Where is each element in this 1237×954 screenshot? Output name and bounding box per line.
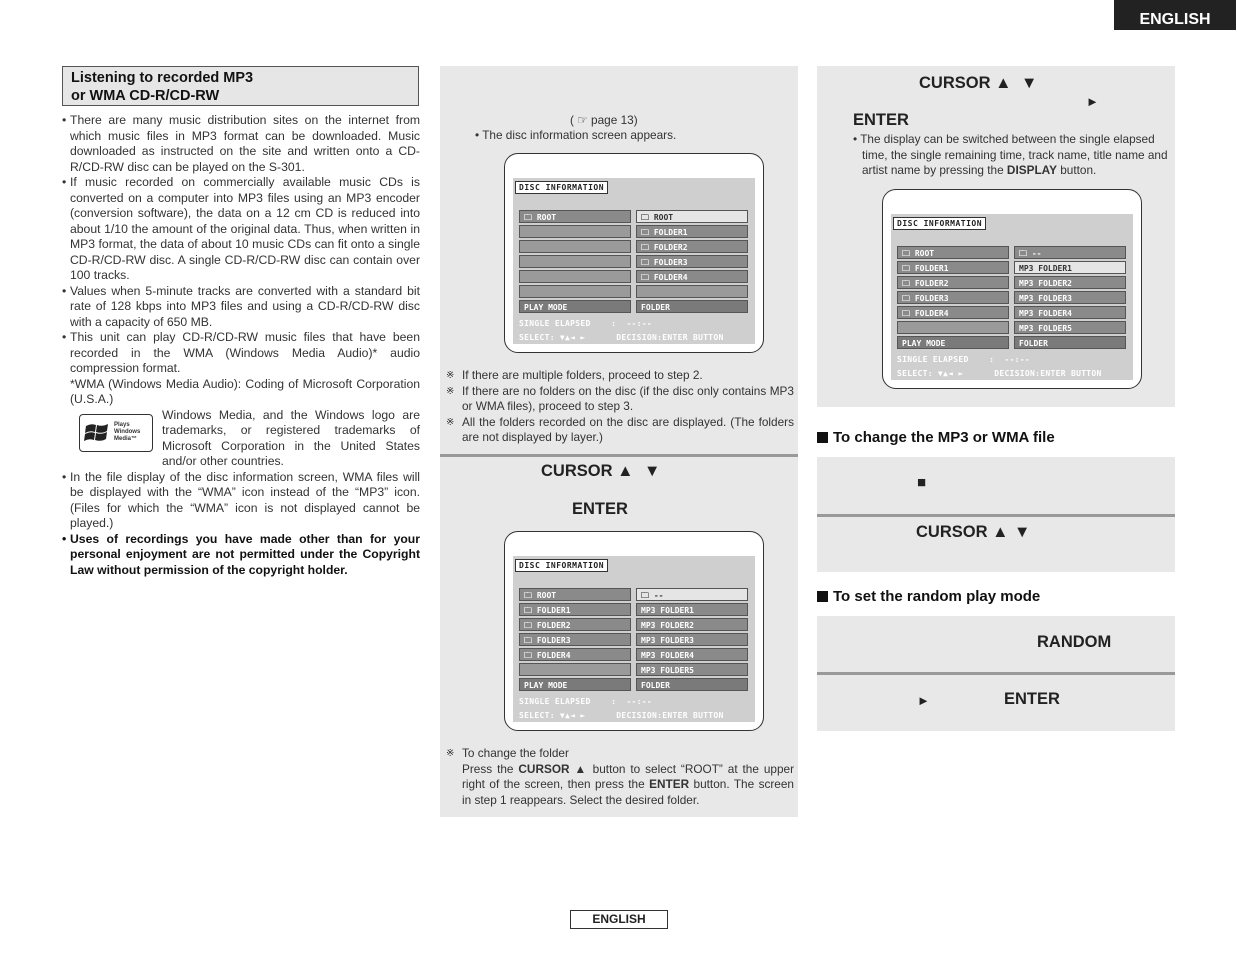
display-note [853,132,1171,179]
bullet-3: • Values when 5-minute tracks are converted with a standard bit rate of 128 kbps into MP3 files and using a CD-R/CD-RW disc with a capacity of 650 MB. [62,284,420,331]
note-mark: ※ [446,370,455,381]
screen-cell [519,255,631,268]
change-folder-text: button. The screen in step 1 reappears. Select the desired folder. [462,777,794,807]
random-label: RANDOM [1037,633,1112,651]
screen-cell: MP3 FOLDER2 [1014,276,1126,289]
change-folder-cursor: CURSOR ▲ [518,761,588,776]
section-title-line1: Listening to recorded MP3 [71,70,254,86]
square-bullet-icon [817,432,828,443]
screen-cell: MP3 FOLDER1 [1014,261,1126,274]
screen-cell [519,240,631,253]
disc-info-screen-1 [504,153,764,353]
enter-label: ENTER [1004,690,1060,708]
section-title [62,66,419,106]
note-mark: ※ [446,385,455,397]
screen-cell: 🗀 FOLDER3 [636,255,748,268]
play-icon: ► [917,693,930,708]
select-line: SELECT: ▼▲◄ ► DECISION:ENTER BUTTON [519,333,724,342]
section-title-line2: or WMA CD-R/CD-RW [71,88,220,104]
screen-cell: 🗀 FOLDER4 [636,270,748,283]
enter-label: ENTER [853,111,909,129]
screen-title: DISC INFORMATION [515,559,608,572]
logo-caption [114,422,140,443]
play-mode-label: PLAY MODE [519,300,631,313]
change-folder-note [446,746,794,808]
change-folder-text: Press the [462,761,519,776]
screen-cell: 🗀 FOLDER3 [897,291,1009,304]
random-step2 [817,675,1175,731]
note-1: If there are multiple folders, proceed to step 2. [462,368,703,382]
screen-cell [519,270,631,283]
logo-caption-2: Windows [114,429,141,435]
play-mode-value: FOLDER [1014,336,1126,349]
select-line: SELECT: ▼▲◄ ► DECISION:ENTER BUTTON [897,369,1102,378]
screen-cell: MP3 FOLDER4 [636,648,748,661]
note-mark: ※ [446,748,455,759]
screen-cell: MP3 FOLDER3 [1014,291,1126,304]
disc-info-screen-3 [882,189,1142,389]
screen-cell: 🗀 -- [636,588,748,601]
play-mode-label: PLAY MODE [897,336,1009,349]
screen-cell: MP3 FOLDER2 [636,618,748,631]
screen-cell: 🗀 ROOT [519,210,631,223]
display-word: DISPLAY [1006,163,1057,177]
random-title [817,588,1040,605]
screen-cell: 🗀 ROOT [636,210,748,223]
intro-text [62,113,420,578]
screen-cell [636,285,748,298]
bullet-1: • There are many music distribution sites on the internet from which music files in MP3 format can be downloaded. Music downloaded as instructed on the site and written onto a CD-R/CD-RW disc can be played on the S-301. [62,113,420,175]
bullet-4: • This unit can play CD-R/CD-RW music files that have been recorded in the WMA (Windows Media Audio)* audio compression format. [62,330,420,377]
screen-cell: 🗀 FOLDER1 [897,261,1009,274]
note-mark: ※ [446,416,455,428]
change-folder-title: To change the folder [462,746,569,760]
page-reference: ( ☞ page 13) [570,113,638,127]
random-title-text: To set the random play mode [833,588,1041,605]
logo-caption-1: Plays [114,422,130,428]
screen-cell: MP3 FOLDER1 [636,603,748,616]
screen-cell: MP3 FOLDER5 [1014,321,1126,334]
screen-cell: 🗀 FOLDER4 [897,306,1009,319]
cursor-up-label: CURSOR ▲ [919,74,1012,92]
screen-cell [519,663,631,676]
play-mode-value: FOLDER [636,300,748,313]
change-file-title [817,429,1055,446]
enter-label: ENTER [572,500,628,518]
play-mode-value: FOLDER [636,678,748,691]
change-folder-enter: ENTER [649,777,690,791]
screen-cell: 🗀 FOLDER1 [636,225,748,238]
elapsed-line: SINGLE ELAPSED : --:-- [519,697,653,706]
screen-cell: 🗀 ROOT [897,246,1009,259]
screen-cell: MP3 FOLDER4 [1014,306,1126,319]
screen-title: DISC INFORMATION [893,217,986,230]
step1-notes [446,368,794,446]
cursor-down-label: ▼ [644,462,661,480]
display-note-text: • The display can be switched between the single elapsed time, the single remaining time, track name, title name and artist name by pressing the [853,132,1168,177]
screen-cell [519,285,631,298]
screen-title: DISC INFORMATION [515,181,608,194]
cursor-down-label: ▼ [1014,523,1031,541]
note-2: If there are no folders on the disc (if the disc only contains MP3 or WMA files), proceed to step 3. [462,383,794,413]
elapsed-line: SINGLE ELAPSED : --:-- [897,355,1031,364]
screen-cell: 🗀 FOLDER3 [519,633,631,646]
windows-flag-icon [84,420,110,446]
screen-cell: 🗀 FOLDER2 [636,240,748,253]
screen-cell: 🗀 FOLDER2 [897,276,1009,289]
select-line: SELECT: ▼▲◄ ► DECISION:ENTER BUTTON [519,711,724,720]
change-file-title-text: To change the MP3 or WMA file [833,429,1055,446]
screen-cell: 🗀 FOLDER1 [519,603,631,616]
screen-cell: 🗀 ROOT [519,588,631,601]
windows-media-logo [79,414,153,452]
bullet-5: • In the file display of the disc information screen, WMA files will be displayed with the “WMA” icon instead of the “MP3” icon. (Files for which the “WMA” icon is not displayed cannot be played.) [62,470,420,532]
play-mode-label: PLAY MODE [519,678,631,691]
screen-cell [897,321,1009,334]
logo-caption-3: Media™ [114,436,138,442]
logo-row [62,408,420,470]
disc-info-screen-2 [504,531,764,731]
wma-note: *WMA (Windows Media Audio): Coding of Microsoft Corporation (U.S.A.) [70,376,420,406]
cursor-down-label: ▼ [1021,74,1038,92]
screen-cell: MP3 FOLDER3 [636,633,748,646]
change-file-step1 [817,457,1175,514]
trademark-text: Windows Media, and the Windows logo are trademarks, or registered trademarks of Microsoft Corporation in the United States and/or other countries. [162,407,420,468]
screen-cell: 🗀 FOLDER2 [519,618,631,631]
screen-cell: 🗀 -- [1014,246,1126,259]
language-tab: ENGLISH [1114,0,1236,30]
bullet-6: • Uses of recordings you have made other than for your personal enjoyment are not permitted under the Copyright Law without permission of the copyright holder. [62,532,420,579]
stop-icon: ■ [917,474,927,491]
display-note-text: button. [1056,163,1097,177]
note-3: All the folders recorded on the disc are displayed. (The folders are not displayed by layer.) [462,414,794,444]
play-icon: ► [1086,94,1099,109]
footer-language: ENGLISH [570,910,668,929]
cursor-up-label: CURSOR ▲ [541,462,634,480]
change-folder-body [446,762,794,809]
random-step1 [817,616,1175,672]
change-folder-text: button to select “ROOT” at the upper right of the screen, then press the [462,761,795,791]
screen-appears-note: • The disc information screen appears. [475,128,677,142]
change-file-step2 [817,517,1175,572]
bullet-2: • If music recorded on commercially available music CDs is converted on a computer into MP3 files using an MP3 encoder (conversion software), the data on a 12 cm CD is reduced into about 1/10 the amount of the original data. Thus, when written in MP3 format, the data of about 10 music CDs can fit onto a single CD-R/CD-RW disc. A single CD-R/CD-RW disc can contain over 100 tracks. [62,175,420,284]
screen-cell: 🗀 FOLDER4 [519,648,631,661]
cursor-up-label: CURSOR ▲ [916,523,1009,541]
screen-cell [519,225,631,238]
elapsed-line: SINGLE ELAPSED : --:-- [519,319,653,328]
square-bullet-icon [817,591,828,602]
screen-cell: MP3 FOLDER5 [636,663,748,676]
